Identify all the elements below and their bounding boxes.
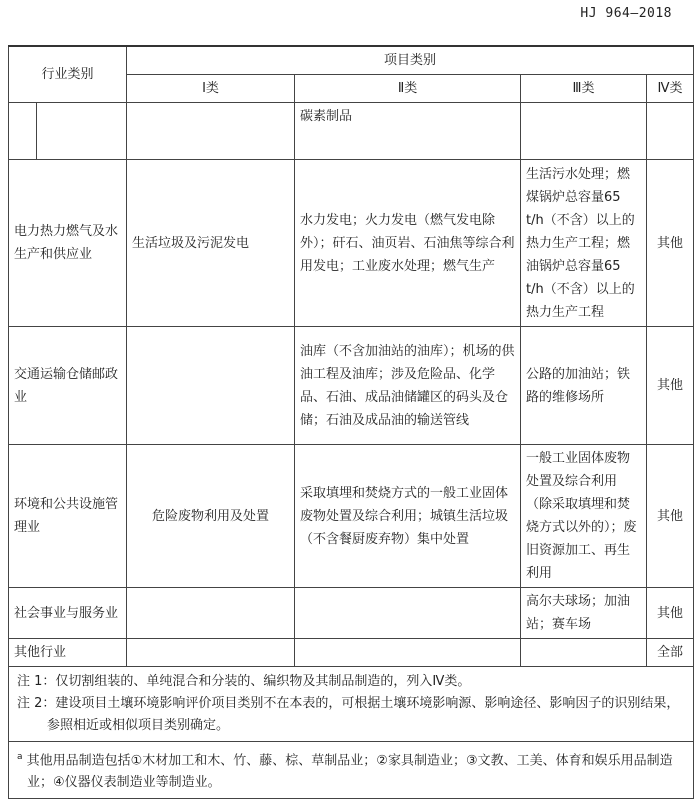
project-category-table bbox=[8, 45, 694, 799]
class-4-cell: 其他 bbox=[647, 588, 694, 639]
class-2-cell bbox=[295, 639, 521, 667]
class-2-cell: 油库（不含加油站的油库）；机场的供油工程及油库；涉及危险品、化学品、石油、成品油储罐区的码头及仓储；石油及成品油的输送管线 bbox=[295, 327, 521, 445]
industry-cell: 环境和公共设施管理业 bbox=[9, 445, 127, 588]
industry-cell: 其他行业 bbox=[9, 639, 127, 667]
class-1-cell bbox=[127, 327, 295, 445]
class-4-cell: 其他 bbox=[647, 327, 694, 445]
footnote-mark: a bbox=[17, 752, 23, 762]
note-1: 注 1：仅切割组装的、单纯混合和分装的、编织物及其制品制造的，列入Ⅳ类。 bbox=[17, 674, 471, 689]
class-3-cell: 生活污水处理；燃煤锅炉总容量65 t/h（不含）以上的热力生产工程；燃油锅炉总容量65 t/h（不含）以上的热力生产工程 bbox=[521, 160, 647, 327]
header-class-4: Ⅳ类 bbox=[647, 75, 694, 103]
header-class-2: Ⅱ类 bbox=[295, 75, 521, 103]
class-2-cell bbox=[295, 588, 521, 639]
sub-industry-cell bbox=[37, 103, 127, 160]
class-3-cell: 高尔夫球场；加油站；赛车场 bbox=[521, 588, 647, 639]
industry-cell: 电力热力燃气及水生产和供应业 bbox=[9, 160, 127, 327]
class-3-cell: 公路的加油站；铁路的维修场所 bbox=[521, 327, 647, 445]
class-1-cell: 危险废物利用及处置 bbox=[127, 445, 295, 588]
notes-row bbox=[9, 667, 694, 742]
class-3-cell bbox=[521, 103, 647, 160]
footnote bbox=[17, 746, 685, 794]
standard-code: HJ 964—2018 bbox=[580, 6, 672, 21]
footnote-row bbox=[9, 742, 694, 799]
table-row bbox=[9, 639, 694, 667]
class-2-cell: 水力发电；火力发电（燃气发电除外）；矸石、油页岩、石油焦等综合利用发电；工业废水处理；燃气生产 bbox=[295, 160, 521, 327]
notes-cell bbox=[9, 667, 694, 742]
footnote-cell bbox=[9, 742, 694, 799]
class-4-cell: 全部 bbox=[647, 639, 694, 667]
header-row-1 bbox=[9, 46, 694, 75]
class-1-cell bbox=[127, 103, 295, 160]
note-2: 注 2：建设项目土壤环境影响评价项目类别不在本表的，可根据土壤环境影响源、影响途径、影响因子的识别结果，参照相近或相似项目类别确定。 bbox=[17, 696, 680, 733]
class-1-cell: 生活垃圾及污泥发电 bbox=[127, 160, 295, 327]
class-3-cell bbox=[521, 639, 647, 667]
class-1-cell bbox=[127, 639, 295, 667]
footnote-text: 其他用品制造包括①木材加工和木、竹、藤、棕、草制品业；②家具制造业；③文教、工美、体育和娱乐用品制造业；④仪器仪表制造业等制造业。 bbox=[26, 753, 673, 791]
class-1-cell bbox=[127, 588, 295, 639]
table-row bbox=[9, 160, 694, 327]
class-4-cell bbox=[647, 103, 694, 160]
industry-cell: 社会事业与服务业 bbox=[9, 588, 127, 639]
class-3-cell: 一般工业固体废物处置及综合利用（除采取填埋和焚烧方式以外的）；废旧资源加工、再生利用 bbox=[521, 445, 647, 588]
header-class-3: Ⅲ类 bbox=[521, 75, 647, 103]
industry-cell-blank bbox=[9, 103, 37, 160]
table-row bbox=[9, 103, 694, 160]
header-industry: 行业类别 bbox=[9, 46, 127, 103]
class-2-cell: 碳素制品 bbox=[295, 103, 521, 160]
class-2-cell: 采取填埋和焚烧方式的一般工业固体废物处置及综合利用；城镇生活垃圾（不含餐厨废弃物）集中处置 bbox=[295, 445, 521, 588]
table-row bbox=[9, 327, 694, 445]
header-project-category: 项目类别 bbox=[127, 46, 694, 75]
table-row bbox=[9, 588, 694, 639]
industry-cell: 交通运输仓储邮政业 bbox=[9, 327, 127, 445]
class-4-cell: 其他 bbox=[647, 160, 694, 327]
class-4-cell: 其他 bbox=[647, 445, 694, 588]
header-class-1: Ⅰ类 bbox=[127, 75, 295, 103]
table-row bbox=[9, 445, 694, 588]
